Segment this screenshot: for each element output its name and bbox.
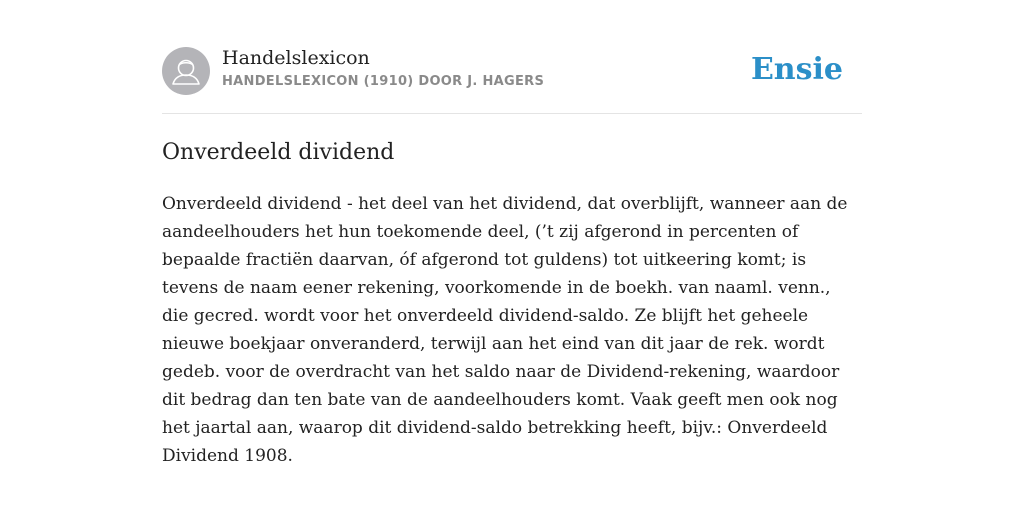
source-title[interactable]: Handelslexicon [222,47,370,69]
entry-body: Onverdeeld dividend - het deel van het dividend, dat overblijft, wanneer aan de aandeelhouders het hun toekomende deel, (’t zij afgerond in percenten of bepaalde fractiën daarvan, óf afgerond tot guldens) tot uitkeering komt; is tevens de naam eener rekening, voorkomende in de boekh. van naaml. venn., die gecred. wordt voor het onverdeeld dividend-saldo. Ze blijft het geheele nieuwe boekjaar onveranderd, terwijl aan het eind van dit jaar de rek. wordt gedeb. voor de overdracht van het saldo naar de Dividend-rekening, waardoor dit bedrag dan ten bate van de aandeelhouders komt. Vaak geeft men ook nog het jaartal aan, waarop dit dividend-saldo betrekking heeft, bijv.: Onverdeeld Dividend 1908. [162,194,848,466]
source-subtitle[interactable]: HANDELSLEXICON (1910) DOOR J. HAGERS [222,74,545,89]
brand-logo[interactable]: Ensie [750,52,843,87]
source-header [162,46,862,96]
user-icon [162,47,210,95]
header-divider [162,113,862,114]
source-info [222,46,544,89]
entry-title: Onverdeeld dividend [162,140,395,165]
